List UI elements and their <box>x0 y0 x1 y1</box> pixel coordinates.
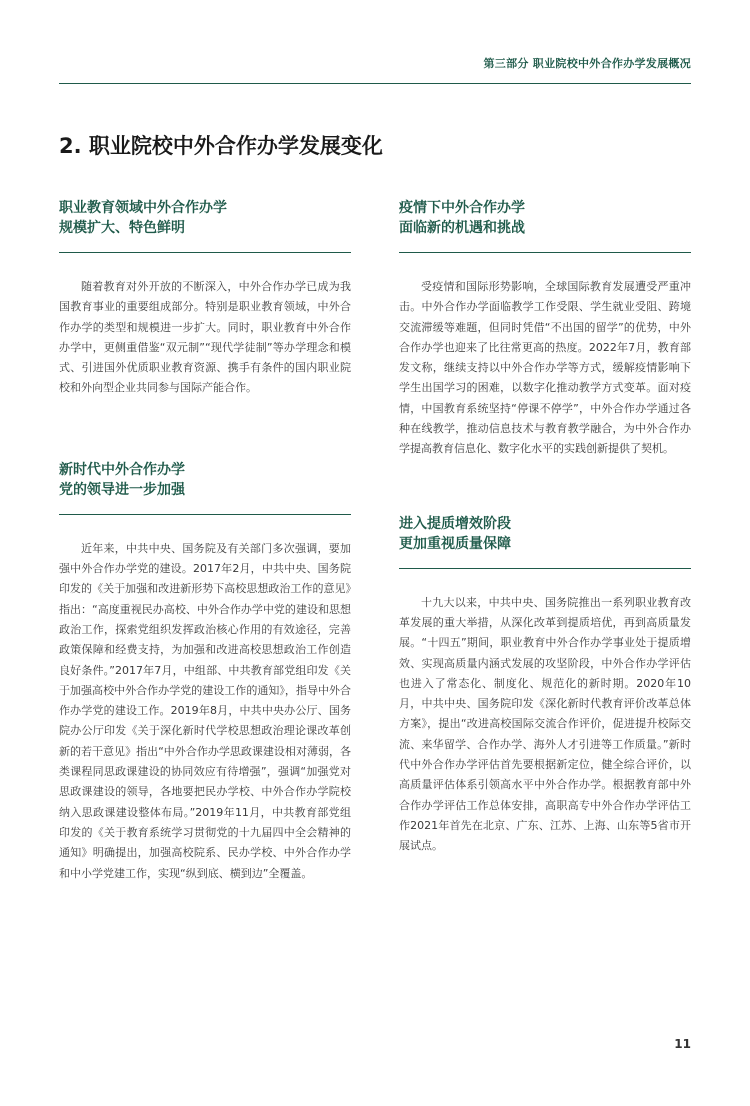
section-divider <box>59 252 351 253</box>
section-scale-expansion <box>59 198 351 399</box>
section-title-line1: 进入提质增效阶段 <box>399 515 511 532</box>
section-title <box>399 198 691 238</box>
section-divider <box>399 252 691 253</box>
running-header: 第三部分 职业院校中外合作办学发展概况 <box>483 57 691 70</box>
section-pandemic-opportunities <box>399 198 691 460</box>
section-body: 受疫情和国际形势影响，全球国际教育发展遭受严重冲击。中外合作办学面临教学工作受限、学生就业受阻、跨境交流滞缓等难题，但同时凭借“不出国的留学”的优势，中外合作办学也迎来了比往常更高的热度。2022年7月，教育部发文称，继续支持以中外合作办学等方式，缓解疫情影响下学生出国学习的困难，以数字化推动教学方式变革。面对疫情，中国教育系统坚持“停课不停学”，中外合作办学通过各种在线教学，推动信息技术与教育教学融合，为中外合作办学提高教育信息化、数字化水平的实践创新提供了契机。 <box>399 280 691 456</box>
section-title-line2: 规模扩大、特色鲜明 <box>59 220 185 236</box>
page-title: 2. 职业院校中外合作办学发展变化 <box>59 134 383 158</box>
header-divider <box>59 83 691 84</box>
section-title <box>59 198 351 238</box>
right-column <box>399 198 691 857</box>
section-title-line2: 更加重视质量保障 <box>399 535 511 552</box>
section-title-line1: 新时代中外合作办学 <box>59 461 185 478</box>
section-title-line1: 疫情下中外合作办学 <box>399 200 525 216</box>
section-title-line2: 面临新的机遇和挑战 <box>399 220 525 236</box>
page-number: 11 <box>674 1037 691 1051</box>
section-title <box>399 514 691 554</box>
section-party-leadership <box>59 460 351 884</box>
section-body: 十九大以来，中共中央、国务院推出一系列职业教育改革发展的重大举措，从深化改革到提质培优，再到高质量发展。“十四五”期间，职业教育中外合作办学事业处于提质增效、实现高质量内涵式发展的攻坚阶段，中外合作办学评估也进入了常态化、制度化、规范化的新时期。2020年10月，中共中央、国务院印发《深化新时代教育评价改革总体方案》，提出“改进高校国际交流合作评价，促进提升校际交流、来华留学、合作办学、海外人才引进等工作质量。”新时代中外合作办学评估首先要根据新定位，健全综合评价，以高质量评估体系引领高水平中外合作办学。根据教育部中外合作办学评估工作总体安排，高职高专中外合作办学评估工作2021年首先在北京、广东、江苏、上海、山东等5省市开展试点。 <box>399 595 691 853</box>
section-title <box>59 460 351 500</box>
section-body: 随着教育对外开放的不断深入，中外合作办学已成为我国教育事业的重要组成部分。特别是职业教育领域，中外合作办学的类型和规模进一步扩大。同时，职业教育中外合作办学中，更侧重借鉴“双元制”“现代学徒制”等办学理念和模式、引进国外优质职业教育资源、携手有条件的国内职业院校和外向型企业共同参与国际产能合作。 <box>59 280 351 395</box>
section-divider <box>399 568 691 569</box>
left-column <box>59 198 351 884</box>
section-quality-assurance <box>399 514 691 857</box>
section-divider <box>59 514 351 515</box>
section-body: 近年来，中共中央、国务院及有关部门多次强调，要加强中外合作办学党的建设。2017年2月，中共中央、国务院印发的《关于加强和改进新形势下高校思想政治工作的意见》指出：“高度重视民办高校、中外合作办学中党的建设和思想政治工作，探索党组织发挥政治核心作用的有效途径，完善政策保障和经费支持，为加强和改进高校思想政治工作创造良好条件。”2017年7月，中组部、中共教育部党组印发《关于加强高校中外合作办学党的建设工作的通知》，指导中外合作办学党的建设工作。2019年8月，中共中央办公厅、国务院办公厅印发《关于深化新时代学校思想政治理论课改革创新的若干意见》指出“中外合作办学思政课建设相对薄弱，各类课程同思政课建设的协同效应有待增强”，强调“加强党对思政课建设的领导，各地要把民办学校、中外合作办学院校纳入思政课建设整体布局。”2019年11月，中共教育部党组印发的《关于教育系统学习贯彻党的十九届四中全会精神的通知》明确提出，加强高校院系、民办学校、中外合作办学和中小学党建工作，实现“纵到底、横到边”全覆盖。 <box>59 541 351 880</box>
section-title-line1: 职业教育领域中外合作办学 <box>59 200 227 216</box>
section-title-line2: 党的领导进一步加强 <box>59 481 185 498</box>
